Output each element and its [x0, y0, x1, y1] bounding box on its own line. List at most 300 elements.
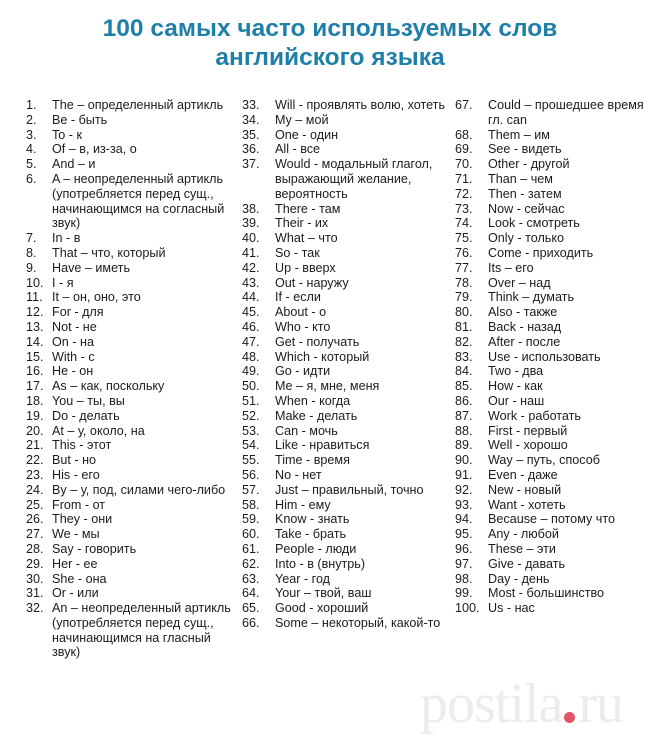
list-item: [242, 601, 447, 616]
item-text: With - с: [52, 349, 95, 364]
list-item: [455, 557, 655, 572]
item-number: 98.: [455, 571, 473, 586]
item-number: 67.: [455, 98, 473, 112]
item-text: Other - другой: [488, 157, 570, 172]
item-text: Their - их: [275, 216, 329, 231]
item-text: Or - или: [52, 586, 99, 601]
item-text: Her - ее: [52, 556, 98, 571]
item-text: I - я: [52, 275, 74, 290]
list-item: [26, 586, 231, 601]
item-text: Over – над: [488, 275, 551, 290]
item-text: Know - знать: [275, 512, 350, 527]
item-text: Them – им: [488, 127, 550, 142]
item-number: 31.: [26, 586, 44, 601]
list-item: [455, 512, 655, 527]
item-number: 42.: [242, 260, 260, 275]
item-number: 89.: [455, 438, 473, 453]
list-item: [242, 202, 447, 217]
item-number: 48.: [242, 349, 260, 364]
list-item: [242, 483, 447, 498]
item-number: 1.: [26, 98, 37, 112]
list-item: [26, 98, 231, 113]
list-item: [455, 142, 655, 157]
item-text: At – у, около, на: [52, 423, 145, 438]
item-text: Way – путь, способ: [488, 453, 600, 468]
item-number: 83.: [455, 349, 473, 364]
item-number: 85.: [455, 379, 473, 394]
item-number: 12.: [26, 305, 44, 320]
item-number: 40.: [242, 231, 260, 246]
list-item: [242, 261, 447, 276]
list-item: [242, 246, 447, 261]
logo-dot-icon: [564, 712, 575, 723]
item-number: 94.: [455, 512, 473, 527]
item-text: Time - время: [275, 453, 350, 468]
item-number: 63.: [242, 571, 260, 586]
list-item: [26, 261, 231, 276]
item-text: Any - любой: [488, 527, 559, 542]
list-item: [242, 512, 447, 527]
item-number: 18.: [26, 393, 44, 408]
list-item: [455, 290, 655, 305]
item-text: An – неопределенный артикль (употребляется перед сущ., начинающимся на гласный звук): [52, 601, 231, 660]
item-text: How - как: [488, 379, 543, 394]
list-item: [242, 586, 447, 601]
item-text: Be - быть: [52, 112, 108, 127]
item-number: 55.: [242, 453, 260, 468]
item-text: He - он: [52, 364, 94, 379]
item-number: 99.: [455, 586, 473, 601]
item-text: She - она: [52, 571, 107, 586]
item-number: 58.: [242, 497, 260, 512]
list-item: [26, 468, 231, 483]
list-item: [26, 498, 231, 513]
item-number: 50.: [242, 379, 260, 394]
item-text: Me – я, мне, меня: [275, 379, 380, 394]
item-text: Come - приходить: [488, 245, 594, 260]
list-item: [242, 424, 447, 439]
item-number: 15.: [26, 349, 44, 364]
item-number: 90.: [455, 453, 473, 468]
item-number: 65.: [242, 601, 260, 616]
list-item: [455, 601, 655, 616]
item-number: 11.: [26, 290, 43, 305]
item-text: Take - брать: [275, 527, 347, 542]
list-item: [26, 572, 231, 587]
item-number: 35.: [242, 127, 260, 142]
list-item: [26, 424, 231, 439]
list-item: [242, 305, 447, 320]
item-number: 68.: [455, 127, 473, 142]
item-text: No - нет: [275, 467, 322, 482]
item-number: 23.: [26, 467, 44, 482]
item-text: Look - смотреть: [488, 216, 580, 231]
item-text: To - к: [52, 127, 83, 142]
item-text: As – как, поскольку: [52, 379, 165, 394]
item-number: 28.: [26, 541, 44, 556]
item-text: Would - модальный глагол, выражающий желание, вероятность: [275, 157, 433, 201]
list-item: [26, 409, 231, 424]
item-number: 14.: [26, 334, 44, 349]
list-item: [26, 557, 231, 572]
list-item: [455, 157, 655, 172]
item-text: New - новый: [488, 482, 562, 497]
list-item: [242, 157, 447, 201]
logo-text-left: postila: [420, 673, 563, 735]
list-item: [455, 483, 655, 498]
list-item: [242, 498, 447, 513]
item-text: If - если: [275, 290, 321, 305]
item-number: 74.: [455, 216, 473, 231]
item-text: Our - наш: [488, 393, 545, 408]
list-item: [26, 438, 231, 453]
item-text: Think – думать: [488, 290, 575, 305]
list-item: [26, 527, 231, 542]
item-text: They - они: [52, 512, 113, 527]
item-number: 19.: [26, 408, 44, 423]
list-item: [242, 350, 447, 365]
item-number: 43.: [242, 275, 260, 290]
item-number: 25.: [26, 497, 44, 512]
item-text: Will - проявлять волю, хотеть: [275, 98, 446, 112]
list-item: [26, 157, 231, 172]
item-text: Can - мочь: [275, 423, 338, 438]
item-text: Have – иметь: [52, 260, 131, 275]
item-number: 79.: [455, 290, 473, 305]
item-text: Him - ему: [275, 497, 331, 512]
list-item: [26, 379, 231, 394]
list-item: [455, 468, 655, 483]
item-number: 6.: [26, 171, 37, 186]
item-number: 87.: [455, 408, 473, 423]
list-item: [242, 276, 447, 291]
item-text: Your – твой, ваш: [275, 586, 372, 601]
item-number: 70.: [455, 157, 473, 172]
list-item: [455, 172, 655, 187]
list-item: [455, 98, 655, 128]
item-number: 37.: [242, 157, 260, 172]
list-item: [26, 276, 231, 291]
item-text: Work - работать: [488, 408, 581, 423]
item-number: 24.: [26, 482, 44, 497]
item-text: In - в: [52, 231, 81, 246]
item-text: Two - два: [488, 364, 544, 379]
list-item: [455, 424, 655, 439]
item-text: All - все: [275, 142, 321, 157]
list-item: [26, 246, 231, 261]
item-text: Even - даже: [488, 467, 558, 482]
item-number: 66.: [242, 615, 260, 630]
item-number: 33.: [242, 98, 260, 112]
item-text: On - на: [52, 334, 94, 349]
list-item: [242, 616, 447, 631]
item-text: Because – потому что: [488, 512, 615, 527]
item-text: But - но: [52, 453, 97, 468]
item-number: 46.: [242, 319, 260, 334]
word-column-1: [26, 98, 231, 660]
item-text: You – ты, вы: [52, 393, 125, 408]
list-item: [455, 202, 655, 217]
item-text: That – что, который: [52, 245, 166, 260]
item-text: Give - давать: [488, 556, 566, 571]
item-text: Than – чем: [488, 171, 553, 186]
list-item: [242, 335, 447, 350]
item-text: Us - нас: [488, 601, 535, 616]
item-number: 51.: [242, 393, 260, 408]
item-number: 92.: [455, 482, 473, 497]
item-number: 62.: [242, 556, 260, 571]
item-number: 76.: [455, 245, 473, 260]
list-item: [242, 542, 447, 557]
item-text: About - о: [275, 305, 327, 320]
item-number: 3.: [26, 127, 37, 142]
list-item: [455, 498, 655, 513]
list-item: [26, 453, 231, 468]
item-number: 54.: [242, 438, 260, 453]
item-text: Say - говорить: [52, 541, 137, 556]
item-text: Well - хорошо: [488, 438, 568, 453]
list-item: [455, 409, 655, 424]
item-number: 32.: [26, 601, 44, 616]
item-number: 8.: [26, 245, 37, 260]
item-text: Good - хороший: [275, 601, 369, 616]
item-text: His - его: [52, 467, 100, 482]
list-item: [455, 246, 655, 261]
item-number: 93.: [455, 497, 473, 512]
list-item: [455, 572, 655, 587]
item-text: After - после: [488, 334, 561, 349]
item-text: From - от: [52, 497, 106, 512]
list-item: [26, 335, 231, 350]
item-number: 53.: [242, 423, 260, 438]
list-item: [455, 527, 655, 542]
item-number: 88.: [455, 423, 473, 438]
item-number: 29.: [26, 556, 44, 571]
item-number: 57.: [242, 482, 260, 497]
word-column-3: [455, 98, 655, 616]
item-text: Of – в, из-за, о: [52, 142, 137, 157]
item-number: 20.: [26, 423, 44, 438]
item-number: 22.: [26, 453, 44, 468]
list-item: [242, 231, 447, 246]
item-number: 81.: [455, 319, 473, 334]
item-text: The – определенный артикль: [52, 98, 224, 112]
item-text: Now - сейчас: [488, 201, 565, 216]
logo-text-right: ru: [578, 673, 623, 735]
list-item: [242, 572, 447, 587]
item-number: 47.: [242, 334, 260, 349]
item-text: There - там: [275, 201, 341, 216]
list-item: [242, 394, 447, 409]
item-number: 75.: [455, 231, 473, 246]
item-text: By – у, под, силами чего-либо: [52, 482, 226, 497]
item-number: 80.: [455, 305, 473, 320]
item-text: Day - день: [488, 571, 550, 586]
list-item: [455, 350, 655, 365]
item-number: 41.: [242, 245, 260, 260]
list-item: [455, 216, 655, 231]
item-text: Who - кто: [275, 319, 331, 334]
item-number: 56.: [242, 467, 260, 482]
item-text: What – что: [275, 231, 338, 246]
item-text: Do - делать: [52, 408, 120, 423]
list-item: [455, 586, 655, 601]
item-text: Like - нравиться: [275, 438, 370, 453]
list-item: [26, 113, 231, 128]
item-number: 5.: [26, 157, 37, 172]
item-number: 21.: [26, 438, 44, 453]
word-column-2: [242, 98, 447, 631]
item-text: When - когда: [275, 393, 351, 408]
item-number: 17.: [26, 379, 44, 394]
list-item: [26, 128, 231, 143]
item-text: One - один: [275, 127, 339, 142]
item-number: 60.: [242, 527, 260, 542]
item-text: A – неопределенный артикль (употребляется перед сущ., начинающимся на согласный звук): [52, 171, 225, 231]
item-number: 4.: [26, 142, 37, 157]
item-text: Only - только: [488, 231, 565, 246]
list-item: [26, 394, 231, 409]
item-number: 73.: [455, 201, 473, 216]
item-number: 95.: [455, 527, 473, 542]
list-item: [455, 453, 655, 468]
item-text: First - первый: [488, 423, 568, 438]
item-text: My – мой: [275, 112, 329, 127]
item-text: Use - использовать: [488, 349, 601, 364]
list-item: [455, 364, 655, 379]
list-item: [455, 305, 655, 320]
item-number: 96.: [455, 541, 473, 556]
item-text: People - люди: [275, 541, 357, 556]
item-number: 71.: [455, 171, 473, 186]
item-number: 30.: [26, 571, 44, 586]
list-item: [26, 512, 231, 527]
list-item: [242, 468, 447, 483]
item-text: So - так: [275, 245, 320, 260]
item-text: Up - вверх: [275, 260, 336, 275]
item-number: 27.: [26, 527, 44, 542]
item-number: 100.: [455, 601, 480, 616]
list-item: [242, 290, 447, 305]
item-text: Make - делать: [275, 408, 358, 423]
item-text: It – он, оно, это: [52, 290, 141, 305]
item-number: 7.: [26, 231, 37, 246]
item-number: 78.: [455, 275, 473, 290]
item-number: 59.: [242, 512, 260, 527]
item-number: 86.: [455, 393, 473, 408]
item-number: 10.: [26, 275, 44, 290]
list-item: [242, 379, 447, 394]
item-number: 26.: [26, 512, 44, 527]
list-item: [26, 483, 231, 498]
list-item: [455, 394, 655, 409]
item-text: Some – некоторый, какой-то: [275, 615, 441, 630]
list-item: [26, 364, 231, 379]
item-text: Back - назад: [488, 319, 562, 334]
list-item: [455, 276, 655, 291]
item-number: 49.: [242, 364, 260, 379]
list-item: [242, 409, 447, 424]
item-number: 36.: [242, 142, 260, 157]
item-number: 13.: [26, 319, 44, 334]
item-number: 72.: [455, 186, 473, 201]
item-text: Most - большинство: [488, 586, 605, 601]
item-text: Get - получать: [275, 334, 360, 349]
item-number: 91.: [455, 467, 473, 482]
item-number: 69.: [455, 142, 473, 157]
title-line-1: 100 самых часто используемых слов: [102, 15, 558, 42]
page-title: [0, 14, 660, 72]
list-item: [26, 172, 231, 231]
list-item: [26, 290, 231, 305]
item-number: 97.: [455, 556, 473, 571]
list-item: [26, 601, 231, 660]
list-item: [242, 216, 447, 231]
list-item: [455, 128, 655, 143]
item-number: 34.: [242, 112, 260, 127]
list-item: [242, 438, 447, 453]
list-item: [242, 364, 447, 379]
item-text: See - видеть: [488, 142, 562, 157]
item-text: Into - в (внутрь): [275, 556, 366, 571]
list-item: [455, 335, 655, 350]
postila-logo: [420, 673, 623, 735]
list-item: [26, 350, 231, 365]
item-text: Go - идти: [275, 364, 331, 379]
item-number: 2.: [26, 112, 37, 127]
item-number: 45.: [242, 305, 260, 320]
title-line-2: английского языка: [215, 44, 445, 71]
item-text: And – и: [52, 157, 96, 172]
list-item: [242, 128, 447, 143]
list-item: [26, 542, 231, 557]
list-item: [455, 438, 655, 453]
item-number: 61.: [242, 541, 260, 556]
item-text: This - этот: [52, 438, 112, 453]
item-text: We - мы: [52, 527, 100, 542]
list-item: [242, 557, 447, 572]
list-item: [26, 305, 231, 320]
list-item: [455, 261, 655, 276]
item-text: Which - который: [275, 349, 370, 364]
item-text: Not - не: [52, 319, 97, 334]
list-item: [26, 142, 231, 157]
list-item: [242, 453, 447, 468]
item-number: 77.: [455, 260, 473, 275]
item-text: Could – прошедшее время гл. can: [488, 98, 644, 127]
item-number: 82.: [455, 334, 473, 349]
item-text: Want - хотеть: [488, 497, 566, 512]
item-number: 52.: [242, 408, 260, 423]
item-number: 38.: [242, 201, 260, 216]
item-text: Then - затем: [488, 186, 562, 201]
item-text: Just – правильный, точно: [275, 482, 424, 497]
list-item: [242, 113, 447, 128]
list-item: [26, 320, 231, 335]
list-item: [455, 320, 655, 335]
list-item: [455, 187, 655, 202]
item-text: For - для: [52, 305, 104, 320]
item-number: 9.: [26, 260, 37, 275]
item-number: 64.: [242, 586, 260, 601]
list-item: [26, 231, 231, 246]
list-item: [242, 527, 447, 542]
item-text: Its – его: [488, 260, 534, 275]
list-item: [455, 542, 655, 557]
list-item: [242, 320, 447, 335]
item-text: Also - также: [488, 305, 558, 320]
list-item: [242, 142, 447, 157]
